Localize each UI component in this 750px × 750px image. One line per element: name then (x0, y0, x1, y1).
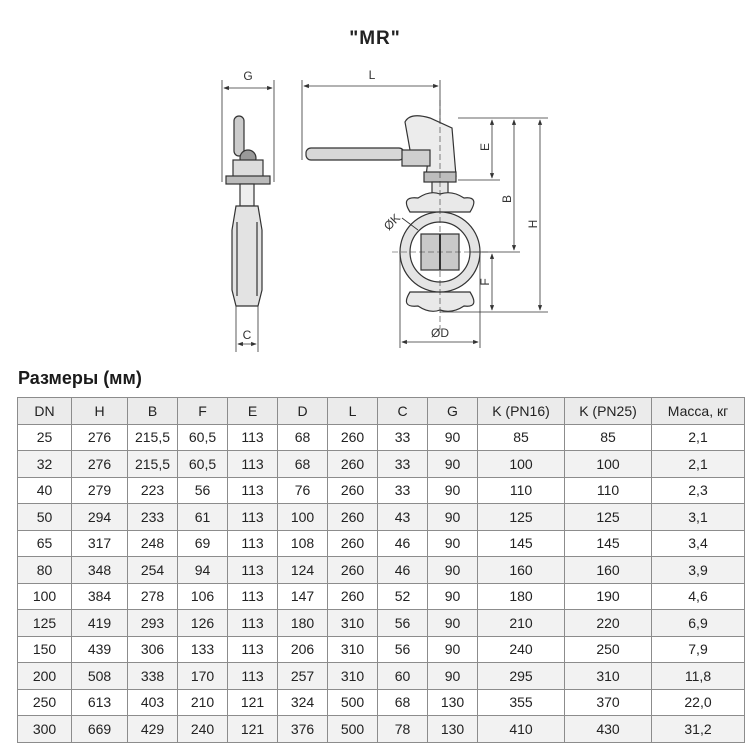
table-cell: 260 (328, 583, 378, 610)
table-cell: 210 (478, 610, 565, 637)
table-cell: 260 (328, 557, 378, 584)
table-cell: 100 (565, 451, 652, 478)
table-cell: 248 (128, 530, 178, 557)
table-cell: 613 (72, 689, 128, 716)
table-cell: 76 (278, 477, 328, 504)
column-header: DN (18, 398, 72, 425)
label-c: C (242, 328, 252, 342)
table-cell: 85 (478, 424, 565, 451)
table-cell: 33 (378, 477, 428, 504)
table-cell: 31,2 (652, 716, 745, 743)
table-cell: 90 (428, 504, 478, 531)
side-view (222, 80, 274, 352)
table-cell: 2,3 (652, 477, 745, 504)
table-cell: 439 (72, 636, 128, 663)
table-cell: 276 (72, 424, 128, 451)
table-cell: 90 (428, 583, 478, 610)
table-cell: 126 (178, 610, 228, 637)
table-cell: 113 (228, 477, 278, 504)
table-cell: 293 (128, 610, 178, 637)
table-cell: 90 (428, 610, 478, 637)
column-header: C (378, 398, 428, 425)
table-cell: 106 (178, 583, 228, 610)
table-cell: 170 (178, 663, 228, 690)
label-l: L (368, 68, 376, 82)
table-cell: 147 (278, 583, 328, 610)
table-cell: 223 (128, 477, 178, 504)
table-cell: 310 (328, 663, 378, 690)
table-cell: 410 (478, 716, 565, 743)
table-cell: 56 (378, 610, 428, 637)
table-cell: 40 (18, 477, 72, 504)
table-cell: 200 (18, 663, 72, 690)
table-cell: 90 (428, 557, 478, 584)
table-header-row (18, 398, 745, 425)
table-row (18, 583, 745, 610)
table-row (18, 504, 745, 531)
table-cell: 90 (428, 451, 478, 478)
table-cell: 317 (72, 530, 128, 557)
table-cell: 52 (378, 583, 428, 610)
table-cell: 254 (128, 557, 178, 584)
table-cell: 90 (428, 663, 478, 690)
table-cell: 260 (328, 451, 378, 478)
table-cell: 133 (178, 636, 228, 663)
table-cell: 60,5 (178, 424, 228, 451)
table-row (18, 424, 745, 451)
column-header: F (178, 398, 228, 425)
table-cell: 429 (128, 716, 178, 743)
table-cell: 355 (478, 689, 565, 716)
label-h: H (526, 219, 540, 229)
table-cell: 68 (278, 424, 328, 451)
label-f: F (478, 278, 492, 286)
table-cell: 206 (278, 636, 328, 663)
table-cell: 508 (72, 663, 128, 690)
table-cell: 306 (128, 636, 178, 663)
table-cell: 370 (565, 689, 652, 716)
valve-technical-drawing (0, 0, 750, 370)
table-cell: 250 (18, 689, 72, 716)
table-cell: 376 (278, 716, 328, 743)
table-cell: 113 (228, 424, 278, 451)
table-cell: 384 (72, 583, 128, 610)
table-cell: 260 (328, 530, 378, 557)
table-cell: 3,9 (652, 557, 745, 584)
table-cell: 215,5 (128, 451, 178, 478)
table-cell: 100 (478, 451, 565, 478)
table-cell: 69 (178, 530, 228, 557)
table-cell: 419 (72, 610, 128, 637)
table-cell: 348 (72, 557, 128, 584)
table-cell: 60 (378, 663, 428, 690)
table-cell: 94 (178, 557, 228, 584)
table-cell: 90 (428, 424, 478, 451)
table-cell: 11,8 (652, 663, 745, 690)
table-cell: 324 (278, 689, 328, 716)
column-header: G (428, 398, 478, 425)
label-g: G (243, 69, 253, 83)
table-cell: 260 (328, 424, 378, 451)
table-cell: 300 (18, 716, 72, 743)
table-cell: 125 (18, 610, 72, 637)
table-cell: 500 (328, 689, 378, 716)
table-cell: 220 (565, 610, 652, 637)
table-row (18, 530, 745, 557)
drawing-caption: "MR" (349, 28, 401, 49)
column-header: D (278, 398, 328, 425)
table-cell: 50 (18, 504, 72, 531)
table-cell: 145 (478, 530, 565, 557)
table-cell: 180 (478, 583, 565, 610)
table-cell: 22,0 (652, 689, 745, 716)
table-cell: 100 (278, 504, 328, 531)
table-cell: 68 (278, 451, 328, 478)
table-cell: 180 (278, 610, 328, 637)
table-row (18, 663, 745, 690)
table-cell: 240 (478, 636, 565, 663)
table-cell: 250 (565, 636, 652, 663)
table-cell: 160 (478, 557, 565, 584)
table-cell: 145 (565, 530, 652, 557)
label-k: ØK (380, 210, 404, 234)
table-cell: 56 (378, 636, 428, 663)
table-cell: 669 (72, 716, 128, 743)
table-cell: 7,9 (652, 636, 745, 663)
table-row (18, 451, 745, 478)
table-cell: 338 (128, 663, 178, 690)
table-cell: 78 (378, 716, 428, 743)
column-header: H (72, 398, 128, 425)
table-cell: 90 (428, 636, 478, 663)
table-title: Размеры (мм) (18, 368, 142, 388)
table-cell: 260 (328, 477, 378, 504)
column-header: L (328, 398, 378, 425)
table-cell: 430 (565, 716, 652, 743)
table-cell: 160 (565, 557, 652, 584)
table-cell: 43 (378, 504, 428, 531)
table-cell: 113 (228, 451, 278, 478)
table-row (18, 477, 745, 504)
table-cell: 233 (128, 504, 178, 531)
table-cell: 215,5 (128, 424, 178, 451)
table-cell: 121 (228, 716, 278, 743)
table-cell: 2,1 (652, 424, 745, 451)
table-row (18, 610, 745, 637)
column-header: Масса, кг (652, 398, 745, 425)
table-row (18, 557, 745, 584)
table-cell: 6,9 (652, 610, 745, 637)
table-cell: 278 (128, 583, 178, 610)
table-cell: 403 (128, 689, 178, 716)
table-cell: 210 (178, 689, 228, 716)
table-cell: 124 (278, 557, 328, 584)
front-view (302, 80, 548, 348)
table-cell: 130 (428, 689, 478, 716)
table-cell: 190 (565, 583, 652, 610)
table-cell: 240 (178, 716, 228, 743)
table-cell: 2,1 (652, 451, 745, 478)
table-cell: 125 (478, 504, 565, 531)
table-cell: 3,4 (652, 530, 745, 557)
table-cell: 113 (228, 583, 278, 610)
table-cell: 113 (228, 610, 278, 637)
column-header: E (228, 398, 278, 425)
table-cell: 113 (228, 504, 278, 531)
table-cell: 125 (565, 504, 652, 531)
table-cell: 90 (428, 530, 478, 557)
table-cell: 310 (328, 610, 378, 637)
column-header: K (PN16) (478, 398, 565, 425)
label-e: E (478, 142, 492, 152)
table-row (18, 636, 745, 663)
table-cell: 121 (228, 689, 278, 716)
table-cell: 113 (228, 636, 278, 663)
table-cell: 65 (18, 530, 72, 557)
table-cell: 260 (328, 504, 378, 531)
table-cell: 130 (428, 716, 478, 743)
table-cell: 500 (328, 716, 378, 743)
table-cell: 4,6 (652, 583, 745, 610)
table-cell: 46 (378, 557, 428, 584)
dimensions-table (17, 397, 745, 743)
table-cell: 56 (178, 477, 228, 504)
table-cell: 100 (18, 583, 72, 610)
table-cell: 90 (428, 477, 478, 504)
column-header: B (128, 398, 178, 425)
table-cell: 80 (18, 557, 72, 584)
table-cell: 110 (565, 477, 652, 504)
table-cell: 85 (565, 424, 652, 451)
table-body (18, 424, 745, 742)
table-cell: 294 (72, 504, 128, 531)
column-header: K (PN25) (565, 398, 652, 425)
table-cell: 257 (278, 663, 328, 690)
table-cell: 113 (228, 663, 278, 690)
table-cell: 25 (18, 424, 72, 451)
table-cell: 46 (378, 530, 428, 557)
table-cell: 110 (478, 477, 565, 504)
label-b: B (500, 194, 514, 204)
table-row (18, 689, 745, 716)
table-cell: 310 (328, 636, 378, 663)
table-cell: 3,1 (652, 504, 745, 531)
label-d: ØD (431, 326, 449, 340)
table-cell: 276 (72, 451, 128, 478)
table-cell: 150 (18, 636, 72, 663)
table-cell: 279 (72, 477, 128, 504)
table-cell: 33 (378, 424, 428, 451)
table-cell: 68 (378, 689, 428, 716)
table-row (18, 716, 745, 743)
table-cell: 113 (228, 530, 278, 557)
table-cell: 310 (565, 663, 652, 690)
table-cell: 32 (18, 451, 72, 478)
table-cell: 61 (178, 504, 228, 531)
table-cell: 295 (478, 663, 565, 690)
table-cell: 108 (278, 530, 328, 557)
table-cell: 60,5 (178, 451, 228, 478)
table-cell: 33 (378, 451, 428, 478)
table-cell: 113 (228, 557, 278, 584)
